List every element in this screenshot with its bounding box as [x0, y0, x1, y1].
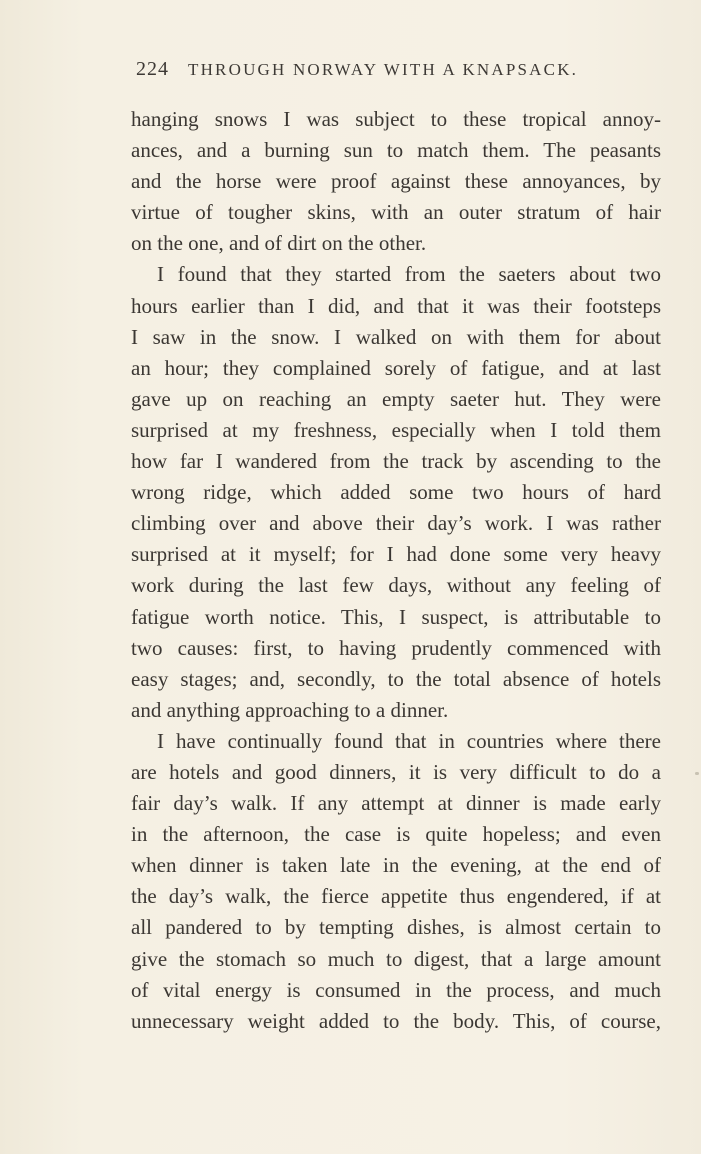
- text-line: I saw in the snow. I walked on with them for about: [131, 324, 661, 349]
- text-line: the day’s walk, the fierce appetite thus engendered, if at: [131, 884, 661, 909]
- text-line: climbing over and above their day’s work. I was rather: [131, 511, 661, 536]
- text-line: unnecessary weight added to the body. This, of course,: [131, 1008, 661, 1033]
- text-line: surprised at it myself; for I had done some very heavy: [131, 542, 661, 567]
- running-title: THROUGH NORWAY WITH A KNAPSACK.: [188, 60, 579, 79]
- text-line: I have continually found that in countries where there: [157, 728, 661, 753]
- paper-speck: [695, 772, 699, 775]
- text-line: on the one, and of dirt on the other.: [131, 231, 427, 256]
- text-line: in the afternoon, the case is quite hopeless; and even: [131, 822, 661, 847]
- text-line: when dinner is taken late in the evening, at the end of: [131, 853, 661, 878]
- text-line: fatigue worth notice. This, I suspect, is attributable to: [131, 604, 661, 629]
- text-line: and the horse were proof against these annoyances, by: [131, 169, 661, 194]
- text-line: and anything approaching to a dinner.: [131, 697, 449, 722]
- text-line: wrong ridge, which added some two hours of hard: [131, 480, 661, 505]
- text-line: virtue of tougher skins, with an outer stratum of hair: [131, 200, 661, 225]
- running-head: [136, 58, 656, 88]
- text-line: how far I wandered from the track by ascending to the: [131, 449, 661, 474]
- text-line: an hour; they complained sorely of fatigue, and at last: [131, 355, 661, 380]
- text-line: of vital energy is consumed in the process, and much: [131, 977, 661, 1002]
- text-line: all pandered to by tempting dishes, is almost certain to: [131, 915, 661, 940]
- text-line: ances, and a burning sun to match them. The peasants: [131, 138, 661, 163]
- text-line: surprised at my freshness, especially when I told them: [131, 417, 661, 442]
- text-line: hanging snows I was subject to these tropical annoy-: [131, 107, 661, 131]
- text-line: are hotels and good dinners, it is very difficult to do a: [131, 759, 661, 784]
- text-line: work during the last few days, without any feeling of: [131, 573, 661, 598]
- page-number: 224: [136, 58, 169, 80]
- text-line: I found that they started from the saeters about two: [157, 262, 661, 287]
- text-line: fair day’s walk. If any attempt at dinner is made early: [131, 791, 661, 816]
- text-line: hours earlier than I did, and that it was their footsteps: [131, 293, 661, 318]
- text-line: two causes: first, to having prudently commenced with: [131, 635, 661, 660]
- body-text: [131, 104, 661, 1114]
- text-line: easy stages; and, secondly, to the total absence of hotels: [131, 666, 661, 691]
- text-line: give the stomach so much to digest, that a large amount: [131, 946, 661, 971]
- text-line: gave up on reaching an empty saeter hut. They were: [131, 386, 661, 411]
